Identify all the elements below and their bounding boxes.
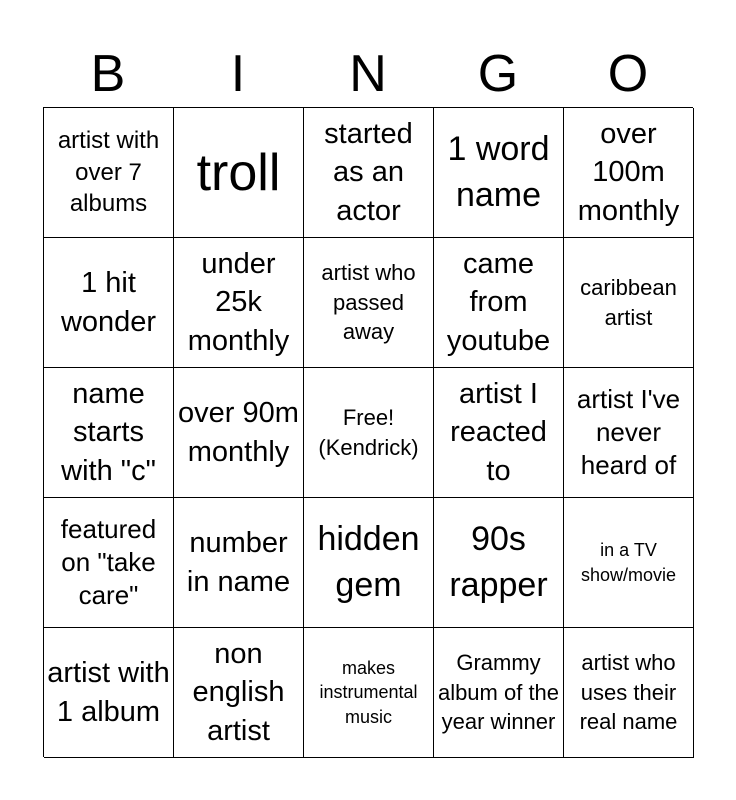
free-space-cell[interactable] bbox=[304, 368, 434, 498]
cell-text: came from youtube bbox=[446, 247, 551, 357]
bingo-cell[interactable] bbox=[44, 498, 174, 628]
bingo-cell[interactable] bbox=[564, 238, 694, 368]
bingo-cell[interactable] bbox=[174, 498, 304, 628]
cell-text: makes instrumental music bbox=[319, 658, 418, 727]
bingo-cell[interactable] bbox=[174, 368, 304, 498]
cell-text: troll bbox=[196, 143, 281, 202]
bingo-board bbox=[43, 107, 693, 757]
cell-text: artist I reacted to bbox=[450, 377, 547, 487]
cell-text: artist with over 7 albums bbox=[57, 126, 160, 218]
cell-text: number in name bbox=[186, 526, 291, 598]
cell-text: artist who uses their real name bbox=[579, 649, 678, 735]
bingo-cell[interactable] bbox=[304, 108, 434, 238]
bingo-cell[interactable] bbox=[174, 238, 304, 368]
bingo-cell[interactable] bbox=[304, 498, 434, 628]
bingo-cell[interactable] bbox=[434, 238, 564, 368]
bingo-cell[interactable] bbox=[174, 108, 304, 238]
bingo-cell[interactable] bbox=[44, 628, 174, 758]
cell-text: 1 word name bbox=[447, 129, 550, 214]
cell-text: featured on "take care" bbox=[60, 513, 157, 610]
bingo-cell[interactable] bbox=[564, 108, 694, 238]
cell-text: 90s rapper bbox=[449, 519, 548, 604]
bingo-cell[interactable] bbox=[304, 238, 434, 368]
bingo-cell[interactable] bbox=[44, 368, 174, 498]
cell-text: under 25k monthly bbox=[187, 247, 290, 357]
cell-text: over 100m monthly bbox=[577, 117, 680, 227]
header-letter-i: I bbox=[230, 45, 246, 103]
bingo-cell[interactable] bbox=[44, 108, 174, 238]
bingo-cell[interactable] bbox=[44, 238, 174, 368]
header-letter-b: B bbox=[90, 45, 126, 103]
header-letter-g: G bbox=[477, 45, 519, 103]
cell-text: Grammy album of the year winner bbox=[437, 649, 560, 735]
cell-text: non english artist bbox=[192, 637, 285, 747]
bingo-cell[interactable] bbox=[174, 628, 304, 758]
bingo-cell[interactable] bbox=[434, 108, 564, 238]
header-letter-n: N bbox=[349, 45, 387, 103]
bingo-cell[interactable] bbox=[434, 498, 564, 628]
cell-text: caribbean artist bbox=[580, 274, 677, 330]
cell-text: artist who passed away bbox=[321, 259, 416, 345]
cell-text: Free! (Kendrick) bbox=[318, 404, 419, 460]
cell-text: started as an actor bbox=[324, 117, 413, 227]
cell-text: name starts with "c" bbox=[61, 377, 156, 487]
bingo-cell[interactable] bbox=[434, 368, 564, 498]
cell-text: in a TV show/movie bbox=[580, 540, 677, 585]
cell-text: artist I've never heard of bbox=[576, 383, 681, 480]
cell-text: 1 hit wonder bbox=[60, 266, 157, 338]
bingo-cell[interactable] bbox=[304, 628, 434, 758]
bingo-cell[interactable] bbox=[564, 628, 694, 758]
bingo-cell[interactable] bbox=[564, 368, 694, 498]
cell-text: artist with 1 album bbox=[47, 656, 170, 728]
header-letter-o: O bbox=[607, 45, 649, 103]
cell-text: over 90m monthly bbox=[178, 396, 299, 468]
bingo-cell[interactable] bbox=[564, 498, 694, 628]
bingo-cell[interactable] bbox=[434, 628, 564, 758]
bingo-header bbox=[43, 40, 693, 108]
cell-text: hidden gem bbox=[317, 519, 420, 604]
